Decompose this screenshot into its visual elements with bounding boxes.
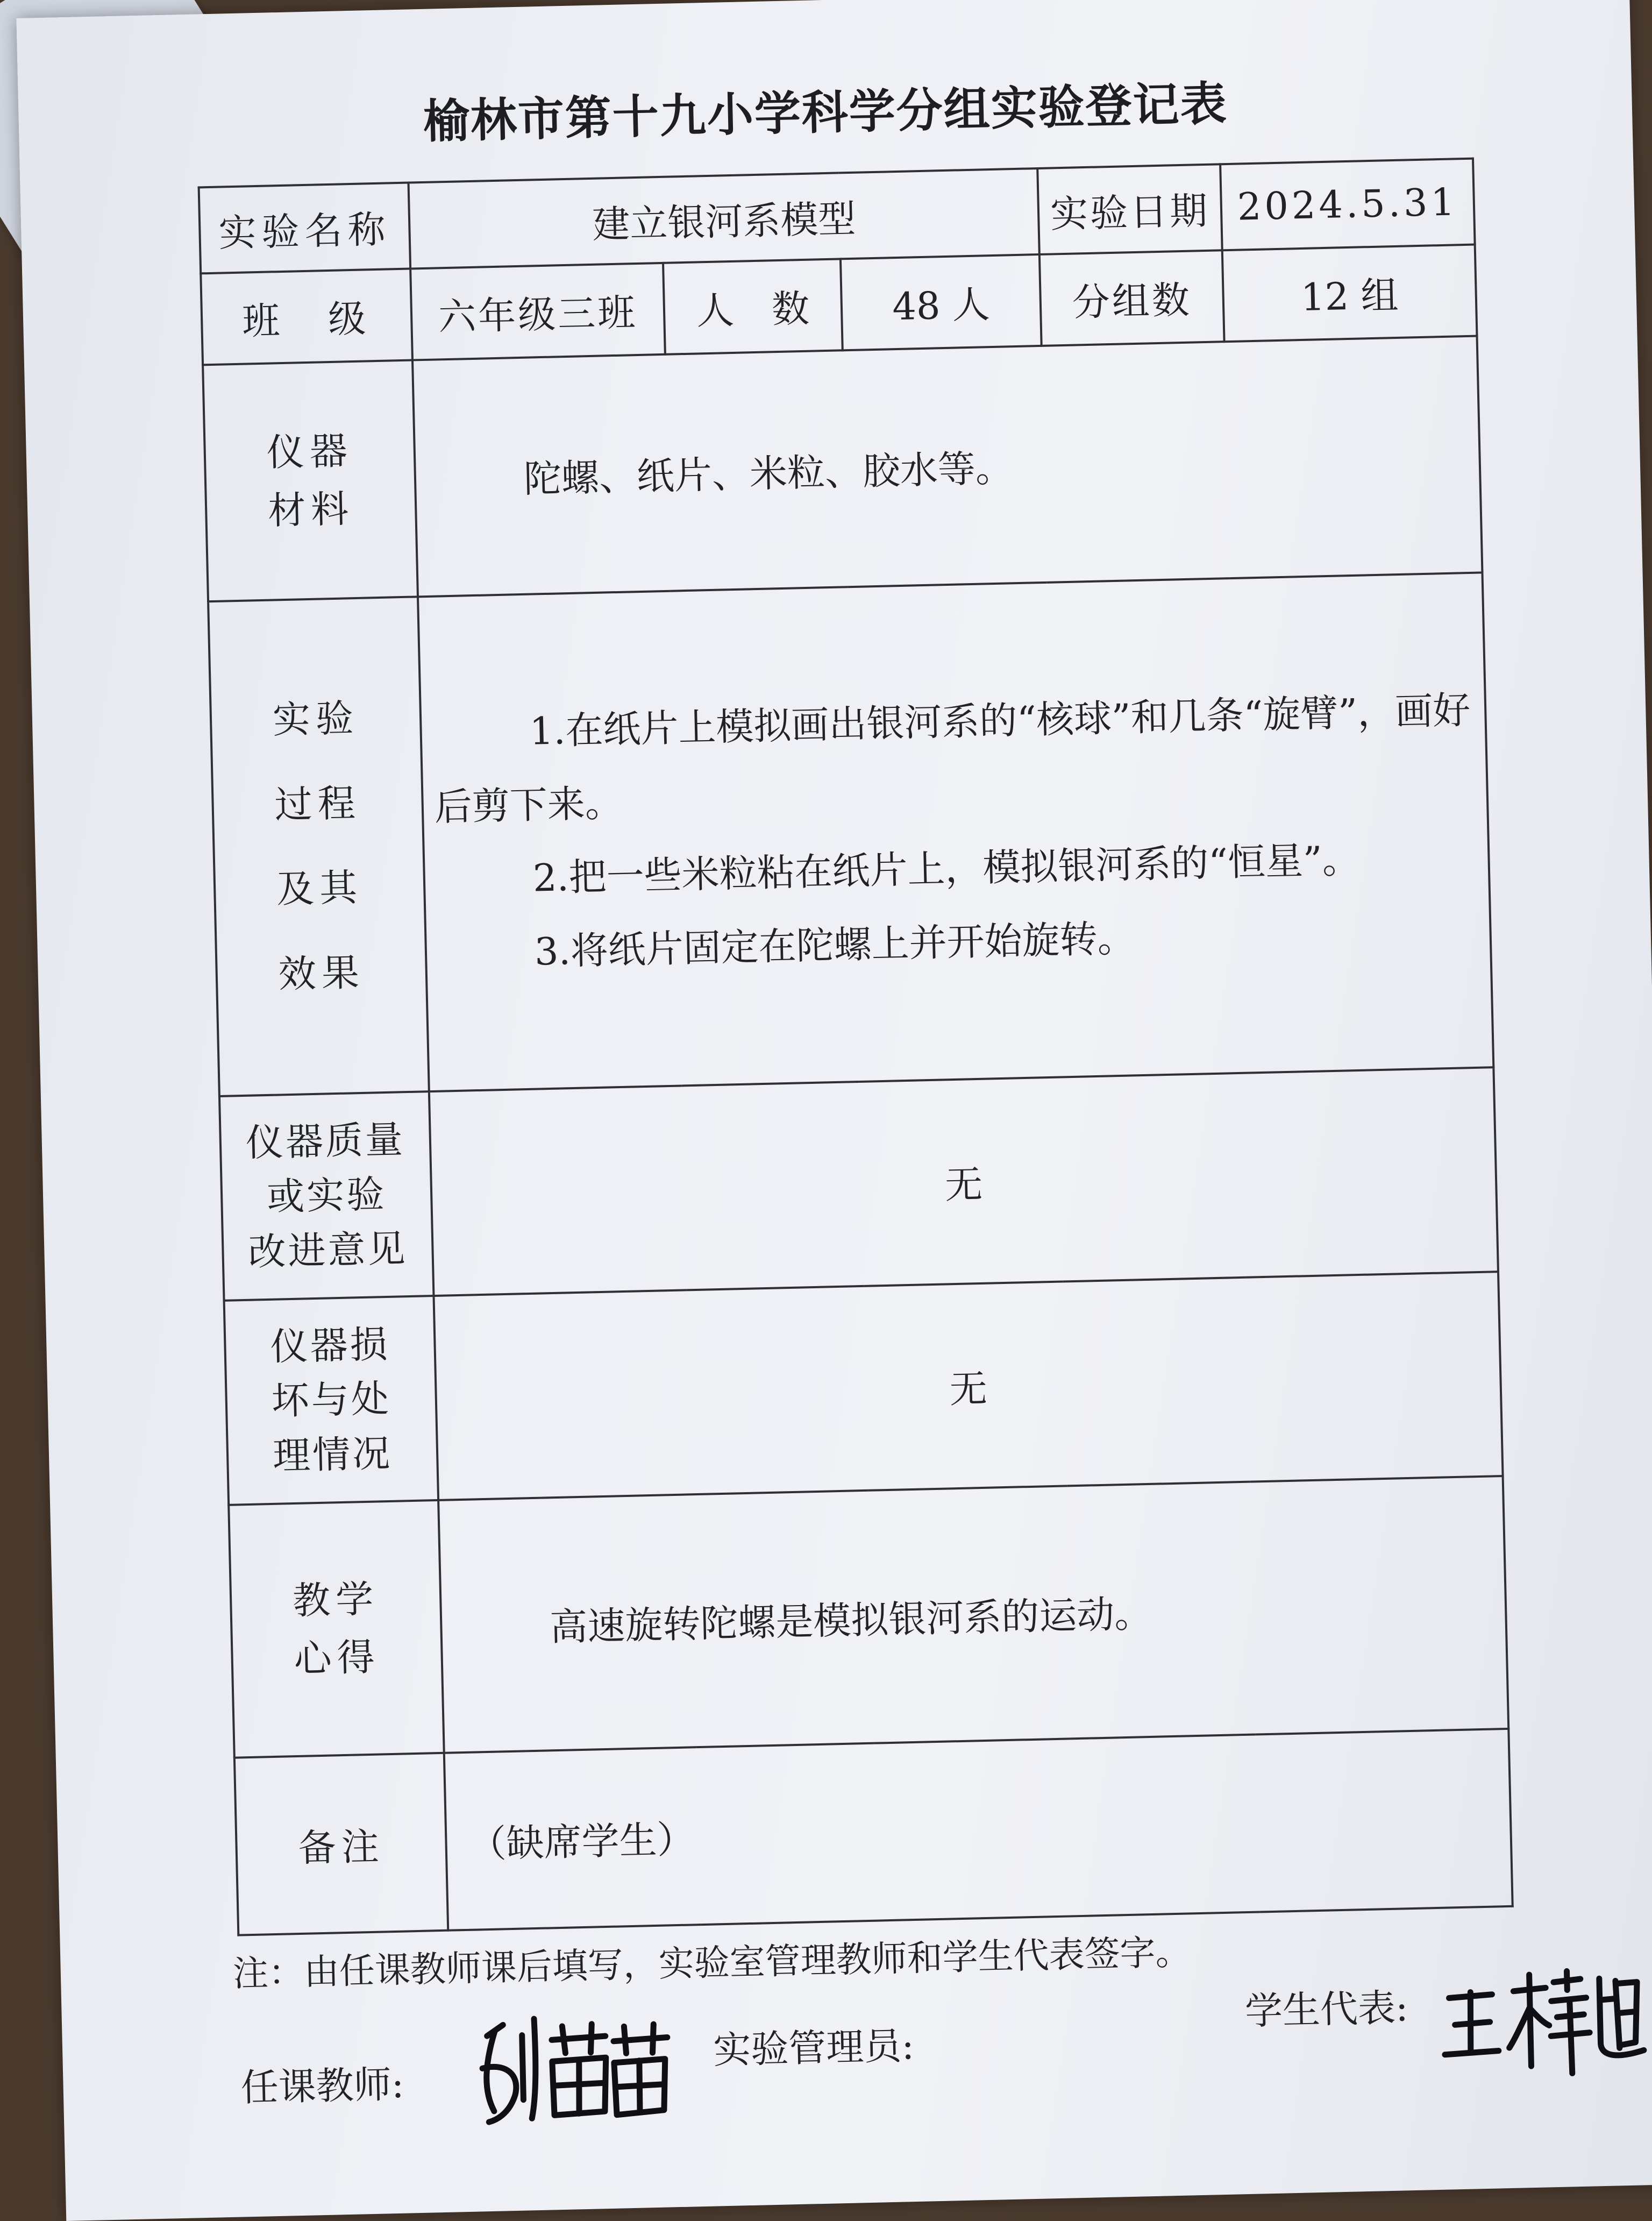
process-step: 2.把一些米粒粘在纸片上，模拟银河系的“恒星”。 [532,837,1361,900]
process-label-line: 过程 [274,780,361,827]
experiment-record-table [198,158,1514,1936]
quality-value: 无 [429,1067,1498,1296]
teacher-signature-label: 任课教师: [240,2062,405,2110]
quality-label-line: 或实验 [266,1172,387,1219]
damage-label-line: 仪器损 [269,1322,390,1369]
process-label-line: 效果 [277,950,365,996]
signature-row [239,1967,1650,2138]
experiment-name-label: 实验名称 [199,183,411,274]
table-row-experience [229,1476,1508,1758]
group-count-label: 分组数 [1039,250,1224,346]
quality-label [219,1091,434,1301]
table-row-process [208,572,1493,1096]
table-row-quality [219,1067,1498,1301]
experience-label-line: 心得 [293,1635,381,1681]
experiment-date-value: 2024.5.31 [1220,159,1475,251]
process-step: 3.将纸片固定在陀螺上并开始旋转。 [534,916,1136,974]
process-label-line: 及其 [276,865,364,912]
remarks-label: 备注 [234,1753,448,1935]
footnote: 注：由任课教师课后填写，实验室管理教师和学生代表签字。 [232,1931,1192,1995]
materials-value: 陀螺、纸片、米粒、胶水等。 [412,336,1482,597]
group-count-value: 12 组 [1222,245,1477,342]
damage-label-line: 理情况 [272,1431,393,1478]
damage-label [224,1296,439,1505]
lab-admin-signature-label: 实验管理员: [713,2024,915,2073]
table-row-remarks [234,1729,1513,1935]
student-count-label: 人 数 [663,259,843,354]
damage-label-line: 坏与处 [270,1376,391,1424]
remarks-value: （缺席学生） [444,1729,1513,1931]
registration-sheet [16,0,1652,2221]
class-value: 六年级三班 [410,263,665,360]
student-count-value: 48 人 [841,254,1042,350]
materials-label-line: 仪器 [266,428,353,475]
process-steps [418,572,1493,1091]
experience-label [229,1500,444,1758]
teacher-handwritten-signature [470,1999,677,2133]
document-title: 榆林市第十九小学科学分组实验登记表 [422,76,1228,149]
experience-value: 高速旋转陀螺是模拟银河系的运动。 [438,1476,1508,1753]
materials-label-line: 材料 [267,487,355,533]
process-label [208,597,429,1096]
student-signature-label: 学生代表: [1244,1985,1409,2034]
experiment-date-label: 实验日期 [1037,164,1222,254]
materials-label [203,360,418,601]
table-row-damage [224,1272,1503,1505]
damage-value: 无 [433,1272,1503,1500]
quality-label-line: 改进意见 [247,1226,408,1274]
experience-label-line: 教学 [292,1577,380,1623]
quality-label-line: 仪器质量 [245,1117,405,1165]
table-row-materials [203,336,1482,602]
student-handwritten-signature [1437,1956,1650,2084]
process-step: 1.在纸片上模拟画出银河系的“核球”和几条“旋臂”，画好后剪下来。 [433,688,1471,829]
process-label-line: 实验 [272,696,359,742]
class-label: 班 级 [201,269,412,365]
experiment-name-value: 建立银河系模型 [409,168,1039,269]
